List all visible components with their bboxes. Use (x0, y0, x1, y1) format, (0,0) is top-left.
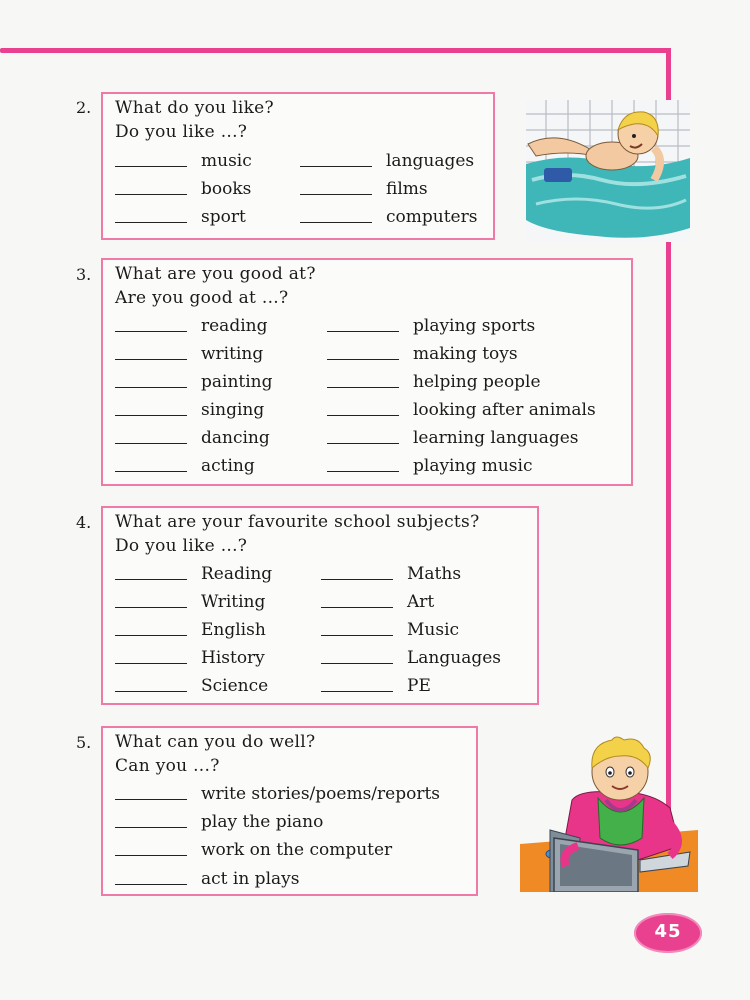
answer-blank[interactable] (115, 635, 187, 636)
question-2-prompt: Do you like ...? (115, 122, 248, 142)
answer-label: learning languages (413, 428, 579, 448)
answer-label: Maths (407, 564, 462, 584)
answer-label: writing (201, 344, 264, 364)
answer-blank[interactable] (115, 331, 187, 332)
answer-blank[interactable] (321, 607, 393, 608)
answer-blank[interactable] (327, 359, 399, 360)
question-4-prompt: Do you like ...? (115, 536, 248, 556)
answer-blank[interactable] (115, 194, 187, 195)
answer-label: music (201, 151, 252, 171)
answer-blank[interactable] (327, 443, 399, 444)
question-3-number: 3. (76, 265, 92, 284)
page-border-top (0, 48, 671, 53)
answer-label: languages (386, 151, 475, 171)
answer-blank[interactable] (321, 635, 393, 636)
answer-blank[interactable] (115, 166, 187, 167)
answer-blank[interactable] (321, 579, 393, 580)
answer-label: act in plays (201, 869, 300, 889)
answer-label: work on the computer (201, 840, 393, 860)
answer-label: films (386, 179, 428, 199)
answer-blank[interactable] (115, 387, 187, 388)
question-4-title: What are your favourite school subjects? (115, 512, 480, 532)
answer-blank[interactable] (300, 194, 372, 195)
question-5-number: 5. (76, 733, 92, 752)
answer-blank[interactable] (115, 579, 187, 580)
answer-blank[interactable] (327, 387, 399, 388)
question-3-box (101, 258, 633, 486)
answer-blank[interactable] (115, 663, 187, 664)
answer-label: making toys (413, 344, 518, 364)
question-3-prompt: Are you good at ...? (115, 288, 289, 308)
question-5-prompt: Can you ...? (115, 756, 220, 776)
question-2-number: 2. (76, 98, 92, 117)
answer-label: Music (407, 620, 460, 640)
answer-label: singing (201, 400, 265, 420)
question-5-title: What can you do well? (115, 732, 316, 752)
answer-blank[interactable] (321, 663, 393, 664)
answer-label: books (201, 179, 252, 199)
answer-label: write stories/poems/reports (201, 784, 441, 804)
answer-blank[interactable] (115, 827, 187, 828)
question-4-number: 4. (76, 513, 92, 532)
answer-label: computers (386, 207, 478, 227)
swimming-boy-illustration (526, 100, 690, 242)
question-2-box (101, 92, 495, 240)
answer-label: English (201, 620, 266, 640)
answer-blank[interactable] (327, 415, 399, 416)
answer-blank[interactable] (115, 799, 187, 800)
answer-label: Writing (201, 592, 266, 612)
answer-label: play the piano (201, 812, 324, 832)
question-3-title: What are you good at? (115, 264, 316, 284)
question-5-box (101, 726, 478, 896)
answer-label: Reading (201, 564, 273, 584)
answer-label: sport (201, 207, 246, 227)
answer-blank[interactable] (115, 222, 187, 223)
answer-blank[interactable] (115, 884, 187, 885)
answer-blank[interactable] (327, 471, 399, 472)
answer-label: acting (201, 456, 255, 476)
answer-blank[interactable] (115, 443, 187, 444)
page-number: 45 (654, 921, 682, 942)
question-2-title: What do you like? (115, 98, 274, 118)
boy-at-computer-illustration (520, 734, 698, 892)
question-4-box (101, 506, 539, 705)
answer-label: History (201, 648, 265, 668)
answer-label: Science (201, 676, 269, 696)
answer-blank[interactable] (300, 222, 372, 223)
answer-blank[interactable] (115, 359, 187, 360)
answer-label: playing sports (413, 316, 536, 336)
answer-label: playing music (413, 456, 533, 476)
answer-label: looking after animals (413, 400, 596, 420)
answer-label: Languages (407, 648, 502, 668)
page-number-badge (634, 913, 702, 953)
answer-label: reading (201, 316, 268, 336)
answer-blank[interactable] (115, 691, 187, 692)
answer-blank[interactable] (327, 331, 399, 332)
answer-label: PE (407, 676, 431, 696)
answer-label: helping people (413, 372, 541, 392)
answer-blank[interactable] (115, 607, 187, 608)
answer-label: Art (407, 592, 435, 612)
answer-blank[interactable] (300, 166, 372, 167)
answer-blank[interactable] (115, 471, 187, 472)
answer-blank[interactable] (321, 691, 393, 692)
answer-blank[interactable] (115, 415, 187, 416)
answer-blank[interactable] (115, 855, 187, 856)
answer-label: painting (201, 372, 273, 392)
answer-label: dancing (201, 428, 270, 448)
